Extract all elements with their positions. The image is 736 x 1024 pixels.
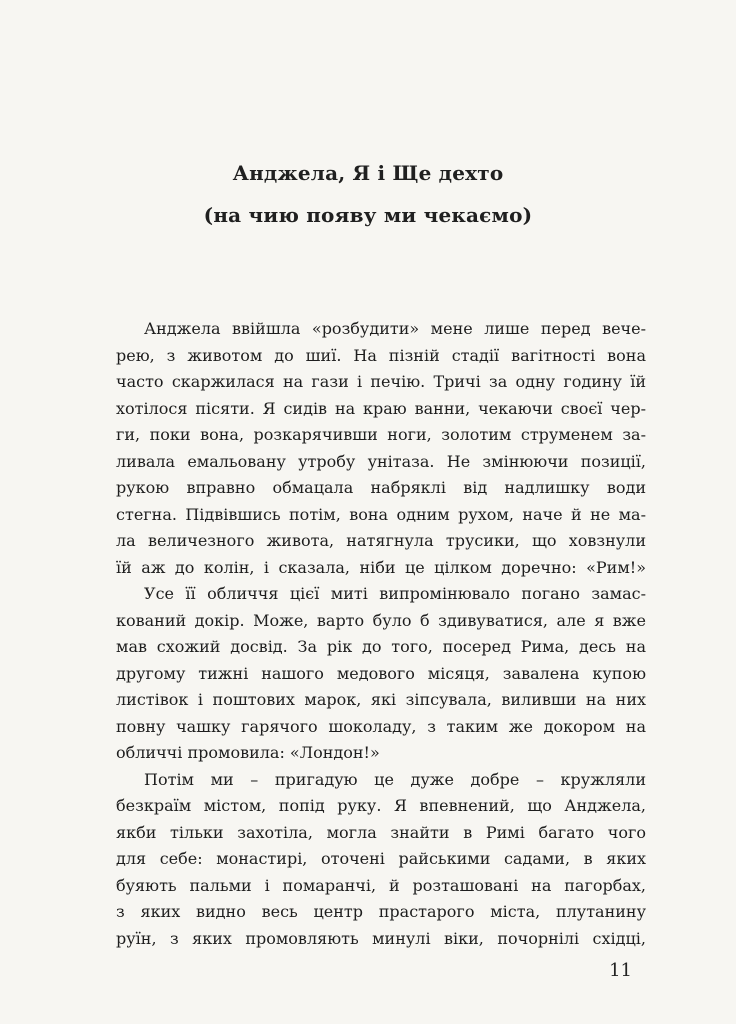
- text-line: безкраїм містом, попід руку. Я впевнений, що Анджела,: [116, 796, 646, 815]
- text-line: ливала емальовану утробу унітаза. Не змінюючи позиції,: [116, 451, 646, 471]
- text-line: для себе: монастирі, оточені райськими садами, в яких: [116, 849, 646, 868]
- body-text: [116, 316, 646, 952]
- text-line: ги, поки вона, розкарячивши ноги, золотим струменем за-: [116, 425, 646, 444]
- text-line: з яких видно весь центр прастарого міста, плутанину: [116, 902, 646, 921]
- page-number: 11: [609, 960, 632, 981]
- text-line: рею, з животом до шиї. На пізній стадії вагітності вона: [116, 345, 646, 365]
- text-line: руїн, з яких промовляють минулі віки, почорнілі східці,: [116, 928, 646, 948]
- text-line: часто скаржилася на гази і печію. Тричі за одну годину їй: [116, 372, 646, 391]
- text-line: Потім ми – пригадую це дуже добре – кружляли: [144, 769, 646, 789]
- text-line: мав схожий досвід. За рік до того, посеред Рима, десь на: [116, 637, 646, 656]
- text-line: листівок і поштових марок, які зіпсувала, виливши на них: [116, 690, 646, 709]
- text-line: Анджела ввійшла «розбудити» мене лише перед вече-: [144, 319, 646, 338]
- text-line: другому тижні нашого медового місяця, завалена купою: [116, 663, 646, 683]
- chapter-title-line-1: Анджела, Я і Ще дехто: [232, 161, 504, 185]
- chapter-title: [0, 152, 736, 236]
- chapter-subtitle: (на чию появу ми чекаємо): [203, 203, 533, 227]
- text-line: якби тільки захотіла, могла знайти в Римі багато чого: [116, 822, 646, 842]
- text-line: кований докір. Може, варто було б здивуватися, але я вже: [116, 610, 646, 630]
- text-line: Усе її обличчя цієї миті випромінювало погано замас-: [144, 584, 646, 603]
- text-line: рукою вправно обмацала набряклі від надлишку води: [116, 478, 646, 497]
- text-line: повну чашку гарячого шоколаду, з таким же докором на: [116, 716, 646, 736]
- text-line: стегна. Підвівшись потім, вона одним рухом, наче й не ма-: [116, 504, 646, 524]
- text-line: буяють пальми і помаранчі, й розташовані на пагорбах,: [116, 875, 646, 895]
- text-line: хотілося пісяти. Я сидів на краю ванни, чекаючи своєї чер-: [116, 398, 646, 418]
- text-line: їй аж до колін, і сказала, ніби це цілком доречно: «Рим!»: [116, 557, 646, 577]
- text-line: обличчі промовила: «Лондон!»: [116, 743, 380, 762]
- text-line: ла величезного живота, натягнула трусики, що ховзнули: [116, 531, 646, 550]
